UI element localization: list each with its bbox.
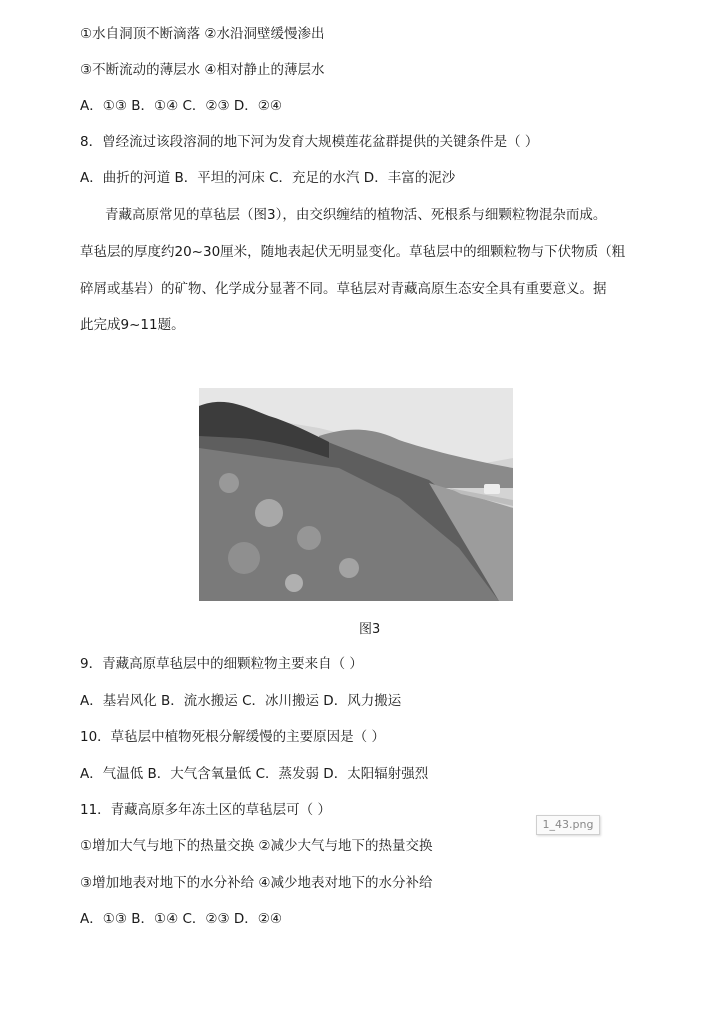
line-q8-answers: A．曲折的河道 B．平坦的河床 C．充足的水汽 D．丰富的泥沙 <box>80 170 456 186</box>
line-q7-answers: A．①③ B．①④ C．②③ D．②④ <box>80 98 283 114</box>
line-q7-options-2: ③不断流动的薄层水 ④相对静止的薄层水 <box>80 62 325 78</box>
question-10: 10．草毡层中植物死根分解缓慢的主要原因是（ ） <box>80 729 385 745</box>
paragraph-line-3: 碎屑或基岩）的矿物、化学成分显著不同。草毡层对青藏高原生态安全具有重要意义。据 <box>80 281 607 297</box>
question-11: 11．青藏高原多年冻土区的草毡层可（ ） <box>80 802 331 818</box>
line-q11-options-1: ①增加大气与地下的热量交换 ②减少大气与地下的热量交换 <box>80 838 433 854</box>
line-q7-options-1: ①水自洞顶不断滴落 ②水沿洞壁缓慢渗出 <box>80 26 325 42</box>
car-shape <box>484 484 500 494</box>
line-q9-answers: A．基岩风化 B．流水搬运 C．冰川搬运 D．风力搬运 <box>80 693 402 709</box>
figure-caption: 图3 <box>359 622 381 637</box>
question-8: 8．曾经流过该段溶洞的地下河为发育大规模莲花盆群提供的关键条件是（ ） <box>80 134 539 150</box>
question-9: 9．青藏高原草毡层中的细颗粒物主要来自（ ） <box>80 656 363 672</box>
line-q10-answers: A．气温低 B．大气含氧量低 C．蒸发弱 D．太阳辐射强烈 <box>80 766 429 782</box>
file-name-tag: 1_43.png <box>536 815 600 835</box>
line-q11-options-2: ③增加地表对地下的水分补给 ④减少地表对地下的水分补给 <box>80 875 433 891</box>
photo-illustration <box>199 388 513 601</box>
line-q11-answers: A．①③ B．①④ C．②③ D．②④ <box>80 911 283 927</box>
paragraph-line-4: 此完成9~11题。 <box>80 317 185 333</box>
paragraph-line-1: 青藏高原常见的草毡层（图3），由交织缠结的植物活、死根系与细颗粒物混杂而成。 <box>105 207 607 223</box>
paragraph-line-2: 草毡层的厚度约20~30厘米，随地表起伏无明显变化。草毡层中的细颗粒物与下伏物质（粗 <box>80 244 626 260</box>
figure-photo <box>199 388 513 601</box>
